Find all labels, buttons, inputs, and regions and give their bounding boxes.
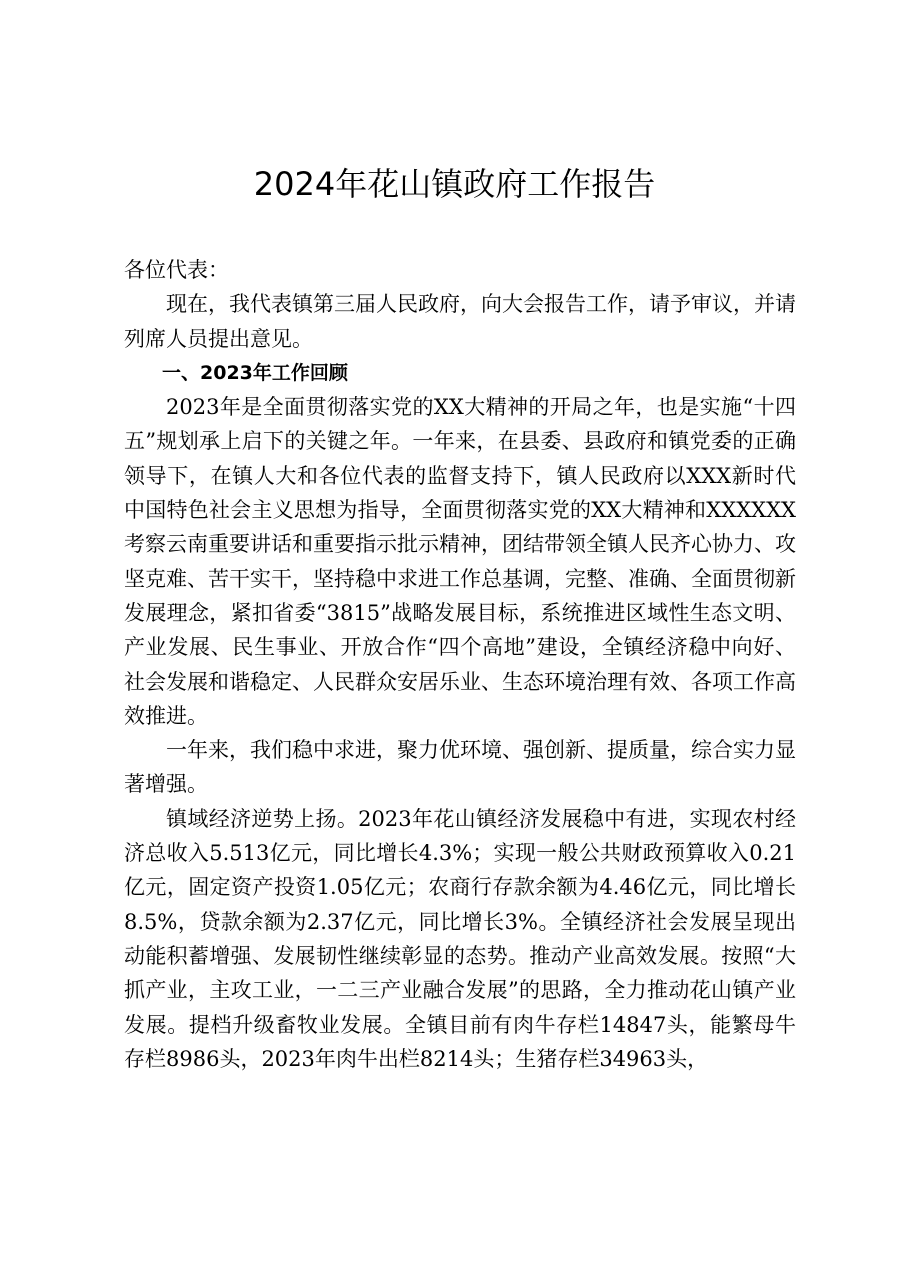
document-title: 2024年花山镇政府工作报告 bbox=[253, 165, 656, 203]
body-paragraph: 2023年是全面贯彻落实党的XX大精神的开局之年，也是实施“十四五”规划承上启下的关键之年。一年来，在县委、县政府和镇党委的正确领导下，在镇人大和各位代表的监督支持下，镇人民政府以XXX新时代中国特色社会主义思想为指导，全面贯彻落实党的XX大精神和XXXXXX考察云南重要讲话和重要指示批示精神，团结带领全镇人民齐心协力、攻坚克难、苦干实干，坚持稳中求进工作总基调，完整、准确、全面贯彻新发展理念，紧扣省委“3815”战略发展目标，系统推进区域性生态文明、产业发展、民生事业、开放合作“四个高地”建设，全镇经济稳中向好、社会发展和谐稳定、人民群众安居乐业、生态环境治理有效、各项工作高效推进。 bbox=[124, 395, 796, 728]
section-heading: 一、2023年工作回顾 bbox=[162, 361, 348, 384]
body-paragraph: 镇域经济逆势上扬。2023年花山镇经济发展稳中有进，实现农村经济总收入5.513亿元，同比增长4.3%；实现一般公共财政预算收入0.21亿元，固定资产投资1.05亿元；农商行存款余额为4.46亿元，同比增长8.5%，贷款余额为2.37亿元，同比增长3%。全镇经济社会发展呈现出动能积蓄增强、发展韧性继续彰显的态势。推动产业高效发展。按照“大抓产业，主攻工业，一二三产业融合发展”的思路，全力推动花山镇产业发展。提档升级畜牧业发展。全镇目前有肉牛存栏14847头，能繁母牛存栏8986头，2023年肉牛出栏8214头；生猪存栏34963头， bbox=[124, 806, 796, 1071]
document-body bbox=[124, 253, 796, 1076]
salutation: 各位代表： bbox=[124, 258, 229, 282]
intro-paragraph: 现在，我代表镇第三届人民政府，向大会报告工作，请予审议，并请列席人员提出意见。 bbox=[124, 292, 796, 351]
body-paragraph: 一年来，我们稳中求进，聚力优环境、强创新、提质量，综合实力显著增强。 bbox=[124, 738, 796, 797]
